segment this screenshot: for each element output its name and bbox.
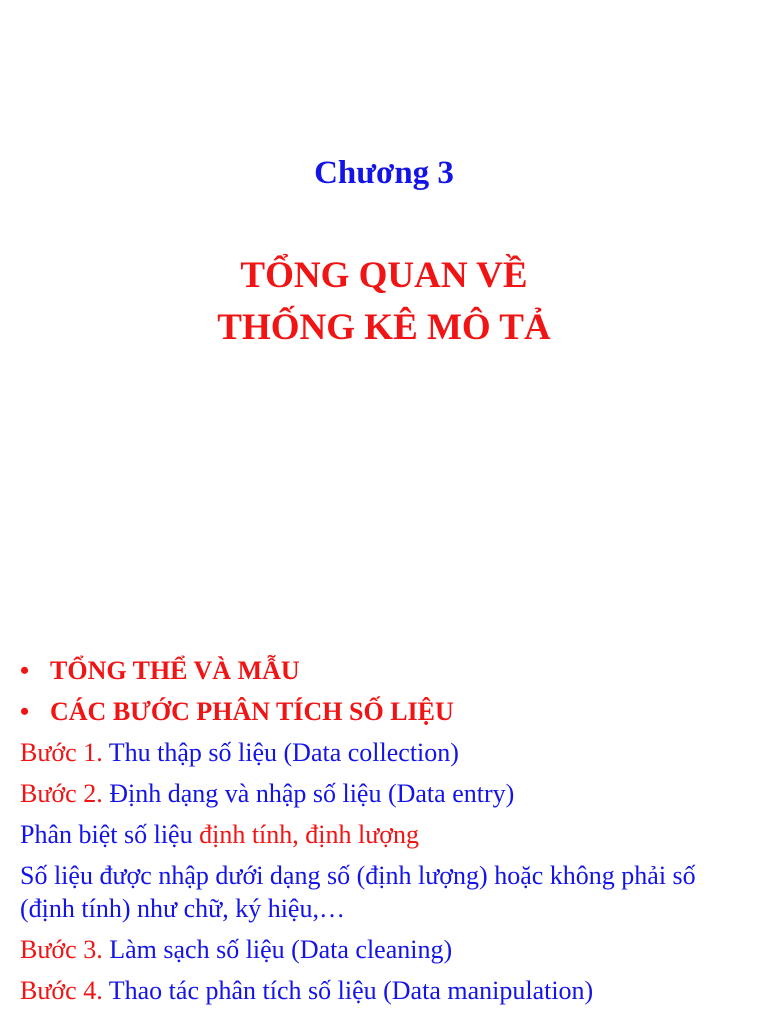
bullet-marker: •: [20, 656, 30, 685]
slide-title: [0, 250, 768, 354]
step-1: [20, 732, 750, 773]
step-4: [20, 970, 750, 1011]
step-text: Thu thập số liệu (Data collection): [102, 738, 459, 767]
slide-content: [20, 650, 750, 1011]
distinguish-text: Phân biệt số liệu: [20, 820, 200, 849]
bullet-marker: •: [20, 697, 30, 726]
step-text: Định dạng và nhập số liệu (Data entry): [102, 779, 515, 808]
title-line-1: TỔNG QUAN VỀ: [240, 255, 528, 296]
step-text: Thao tác phân tích số liệu (Data manipulation): [102, 976, 594, 1005]
step-3: [20, 929, 750, 970]
distinguish-highlight: định tính, định lượng: [199, 820, 420, 849]
bullet-item-analysis-steps: [20, 691, 750, 732]
step-label: Bước 2.: [20, 779, 103, 808]
step-label: Bước 1.: [20, 738, 103, 767]
title-line-2: THỐNG KÊ MÔ TẢ: [217, 307, 551, 348]
step-label: Bước 4.: [20, 976, 103, 1005]
step-2: [20, 773, 750, 814]
step-label: Bước 3.: [20, 935, 103, 964]
step-text: Làm sạch số liệu (Data cleaning): [102, 935, 453, 964]
bullet-item-population-sample: [20, 650, 750, 691]
data-entry-note: Số liệu được nhập dưới dạng số (định lượng) hoặc không phải số (định tính) như chữ, ký hiệu,…: [20, 861, 696, 923]
distinguish-line: [20, 814, 750, 855]
chapter-heading: Chương 3: [314, 155, 454, 191]
bullet-text: TỔNG THỂ VÀ MẪU: [50, 656, 300, 685]
bullet-text: CÁC BƯỚC PHÂN TÍCH SỐ LIỆU: [50, 697, 454, 726]
